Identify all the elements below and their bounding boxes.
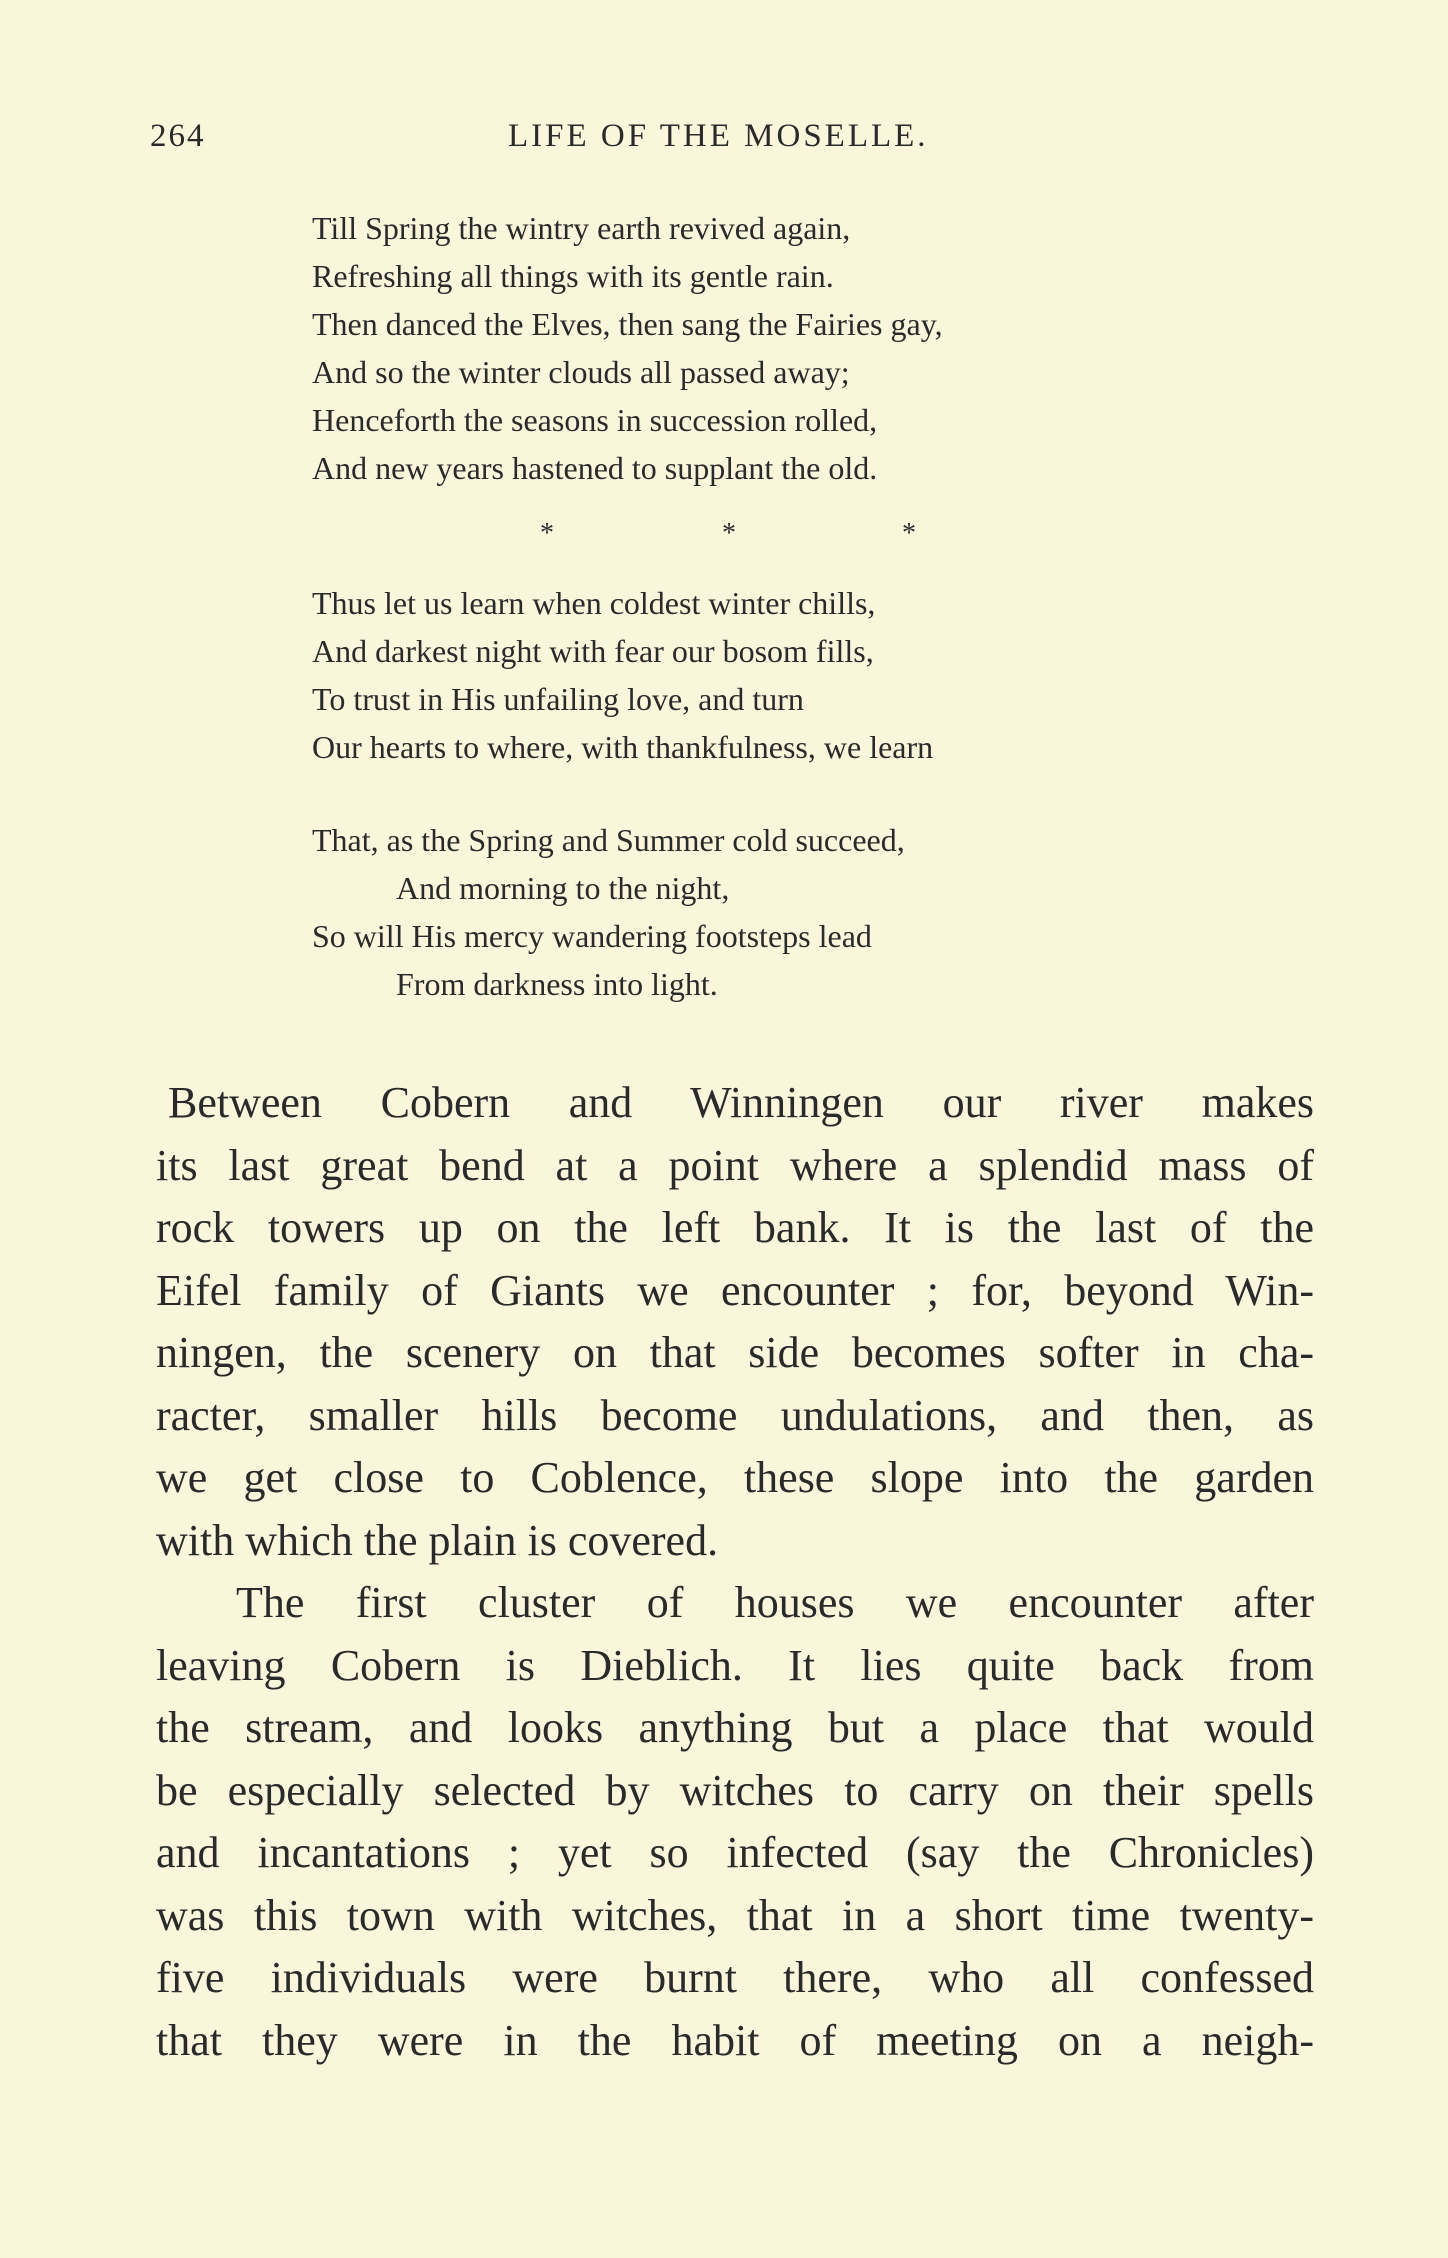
poem-line: Thus let us learn when coldest winter chills,	[312, 585, 876, 621]
poem-line: And darkest night with fear our bosom fills,	[312, 633, 874, 669]
poem-line: From darkness into light.	[396, 966, 718, 1002]
poem-line: Till Spring the wintry earth revived again,	[312, 210, 851, 246]
prose-line: its last great bend at a point where a splendid mass of	[156, 1140, 1314, 1190]
prose-line: the stream, and looks anything but a place that would	[156, 1703, 1314, 1752]
asterisk: *	[540, 518, 554, 549]
poem-line: So will His mercy wandering footsteps lead	[312, 918, 872, 954]
prose-line: was this town with witches, that in a short time twenty-	[156, 1890, 1314, 1940]
paragraph-1	[156, 1072, 1314, 1572]
poem-line: That, as the Spring and Summer cold succeed,	[312, 822, 905, 858]
page-number: 264	[150, 118, 206, 154]
prose-line: rock towers up on the left bank. It is the last of the	[156, 1203, 1314, 1252]
asterisk: *	[722, 518, 736, 549]
page-header	[150, 118, 1320, 158]
poem-line: To trust in His unfailing love, and turn	[312, 681, 804, 717]
poem-line: And so the winter clouds all passed away;	[312, 354, 850, 390]
prose-line: The first cluster of houses we encounter after	[236, 1578, 1314, 1627]
poem-line: And morning to the night,	[396, 870, 730, 906]
section-separator	[540, 518, 940, 558]
poem-line: And new years hastened to supplant the old.	[312, 450, 878, 486]
paragraph-2	[156, 1572, 1314, 2072]
prose-line: five individuals were burnt there, who all confessed	[156, 1953, 1314, 2002]
poem-line: Refreshing all things with its gentle rain.	[312, 258, 834, 294]
prose-body	[156, 1072, 1314, 2072]
prose-line: Eifel family of Giants we encounter ; for, beyond Win-	[156, 1265, 1314, 1315]
poem-stanza-2	[312, 579, 1312, 771]
prose-line: and incantations ; yet so infected (say the Chronicles)	[156, 1828, 1314, 1877]
prose-line: we get close to Coblence, these slope into the garden	[156, 1453, 1314, 1502]
prose-line: racter, smaller hills become undulations, and then, as	[156, 1390, 1314, 1440]
prose-line: with which the plain is covered.	[156, 1515, 719, 1565]
poem-line: Our hearts to where, with thankfulness, we learn	[312, 729, 934, 765]
prose-line: that they were in the habit of meeting on a neigh-	[156, 2015, 1314, 2065]
prose-line: ningen, the scenery on that side becomes softer in cha-	[156, 1328, 1314, 1377]
asterisk: *	[902, 518, 916, 549]
poem-line: Then danced the Elves, then sang the Fairies gay,	[312, 306, 943, 342]
prose-line: be especially selected by witches to carry on their spells	[156, 1765, 1314, 1815]
poem-stanza-1	[312, 204, 1312, 492]
poem-stanza-3	[312, 816, 1312, 1008]
prose-line: Between Cobern and Winningen our river makes	[168, 1078, 1314, 1127]
poem-line: Henceforth the seasons in succession rolled,	[312, 402, 878, 438]
running-title: LIFE OF THE MOSELLE.	[508, 118, 929, 154]
prose-line: leaving Cobern is Dieblich. It lies quite back from	[156, 1640, 1314, 1690]
